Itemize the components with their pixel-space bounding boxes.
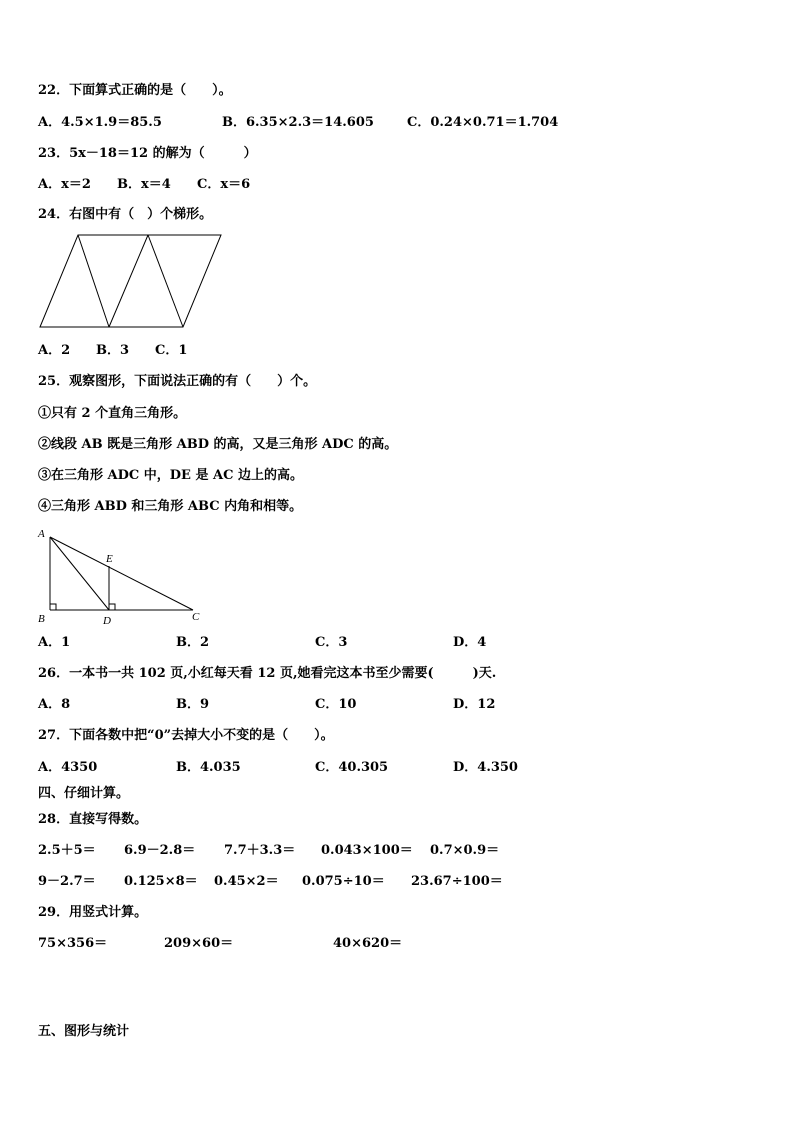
label-c: C	[192, 611, 200, 623]
q28-stem: 28．直接写得数。	[38, 812, 148, 827]
q26-option-c: C．10	[315, 697, 357, 712]
q26-option-b: B．9	[176, 697, 210, 712]
right-angle-b	[50, 604, 56, 610]
q27-option-c: C．40.305	[315, 760, 389, 775]
inner-line-2	[109, 235, 148, 327]
trapezoid-figure	[36, 232, 226, 330]
q25-option-a: A．1	[38, 635, 71, 650]
label-e: E	[106, 553, 113, 565]
q28-r2-item-1: 9－2.7＝	[38, 874, 96, 889]
q24-option-a: A．2	[38, 343, 71, 358]
q29-item-2: 209×60＝	[164, 936, 234, 951]
q23-option-a: A．x＝2	[38, 177, 91, 192]
section-5-title: 五、图形与统计	[38, 1024, 130, 1039]
q23-stem: 23．5x－18＝12 的解为（ ）	[38, 146, 257, 161]
q25-option-b: B．2	[176, 635, 210, 650]
inner-line-1	[78, 235, 109, 327]
q26-option-d: D．12	[453, 697, 496, 712]
label-b: B	[38, 613, 45, 625]
q25-statement-2: ②线段 AB 既是三角形 ABD 的高，又是三角形 ADC 的高。	[38, 437, 398, 452]
q25-statement-4: ④三角形 ABD 和三角形 ABC 内角和相等。	[38, 499, 303, 514]
q28-r2-item-2: 0.125×8＝	[124, 874, 198, 889]
q24-option-c: C．1	[155, 343, 188, 358]
q28-r2-item-4: 0.075÷10＝	[302, 874, 385, 889]
q27-stem: 27．下面各数中把“0”去掉大小不变的是（ ）。	[38, 728, 334, 743]
right-angle-d	[109, 604, 115, 610]
q25-statement-3: ③在三角形 ADC 中，DE 是 AC 边上的高。	[38, 468, 303, 483]
q22-stem: 22．下面算式正确的是（ ）。	[38, 83, 232, 98]
q22-option-b: B．6.35×2.3＝14.605	[222, 115, 374, 130]
q28-r1-item-2: 6.9－2.8＝	[124, 843, 196, 858]
q27-option-d: D．4.350	[453, 760, 518, 775]
q27-option-b: B．4.035	[176, 760, 241, 775]
segment-ac	[50, 537, 193, 610]
q28-r2-item-5: 23.67÷100＝	[411, 874, 503, 889]
inner-line-3	[148, 235, 183, 327]
q22-option-a: A．4.5×1.9＝85.5	[38, 115, 162, 130]
q28-r1-item-4: 0.043×100＝	[321, 843, 413, 858]
parallelogram-outline	[40, 235, 221, 327]
q29-item-1: 75×356＝	[38, 936, 108, 951]
q27-option-a: A．4350	[38, 760, 98, 775]
q23-option-b: B．x＝4	[117, 177, 171, 192]
q23-option-c: C．x＝6	[197, 177, 251, 192]
q26-option-a: A．8	[38, 697, 71, 712]
q24-stem: 24．右图中有（ ）个梯形。	[38, 207, 213, 222]
q28-r1-item-3: 7.7＋3.3＝	[224, 843, 296, 858]
q22-option-c: C．0.24×0.71＝1.704	[407, 115, 559, 130]
q25-stem: 25．观察图形，下面说法正确的有（ ）个。	[38, 374, 317, 389]
q25-option-d: D．4	[453, 635, 487, 650]
q28-r2-item-3: 0.45×2＝	[214, 874, 279, 889]
q28-r1-item-5: 0.7×0.9＝	[430, 843, 500, 858]
section-4-title: 四、仔细计算。	[38, 786, 130, 801]
q29-stem: 29．用竖式计算。	[38, 905, 148, 920]
q25-statement-1: ①只有 2 个直角三角形。	[38, 406, 187, 421]
label-a: A	[38, 528, 45, 540]
segment-ad	[50, 537, 109, 610]
right-triangle-figure	[36, 526, 206, 626]
q26-stem: 26．一本书一共 102 页,小红每天看 12 页,她看完这本书至少需要( )天.	[38, 666, 497, 681]
q29-item-3: 40×620＝	[333, 936, 403, 951]
q24-option-b: B．3	[96, 343, 130, 358]
label-d: D	[103, 615, 111, 626]
q25-option-c: C．3	[315, 635, 348, 650]
q28-r1-item-1: 2.5＋5＝	[38, 843, 96, 858]
